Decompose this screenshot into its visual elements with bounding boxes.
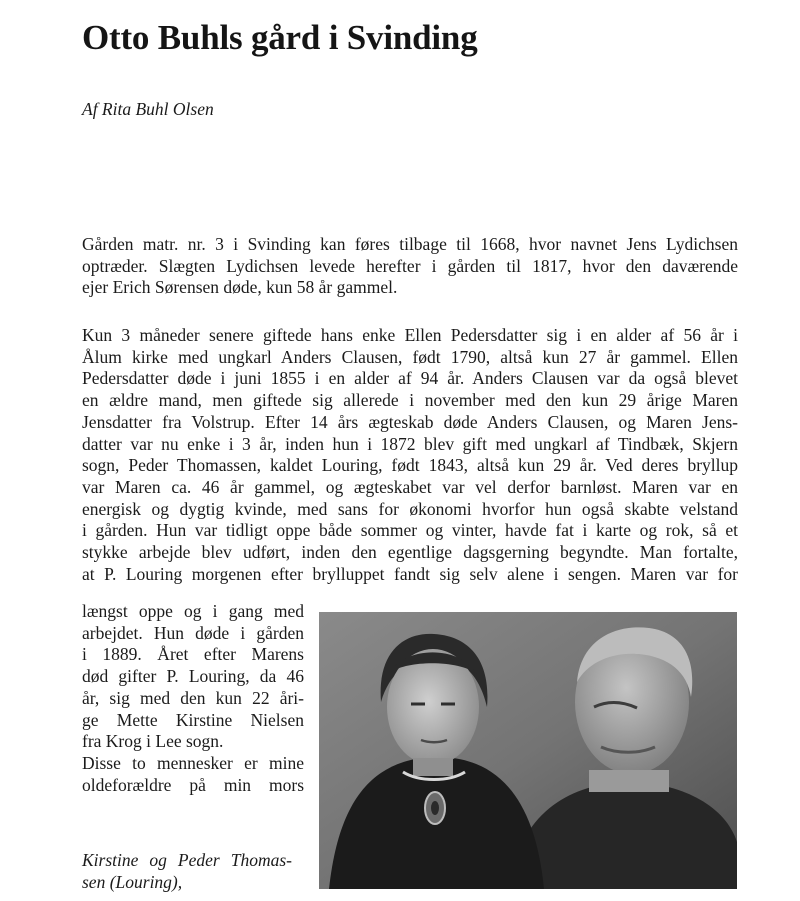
photo-caption bbox=[82, 850, 292, 893]
text-line: stykke arbejde blev udført, inden den egentlige dagsgerning begyndte. Man fortalte, bbox=[82, 542, 738, 563]
text-line: Ålum kirke med ungkarl Anders Clausen, født 1790, altså kun 27 år gammel. Ellen bbox=[82, 346, 738, 367]
text-line: at P. Louring morgenen efter brylluppet fandt sig selv alene i sengen. Maren var for bbox=[82, 563, 738, 584]
page-title: Otto Buhls gård i Svinding bbox=[82, 18, 478, 57]
text-line: ejer Erich Sørensen døde, kun 58 år gammel. bbox=[82, 277, 398, 298]
paragraph-2 bbox=[82, 325, 738, 585]
text-line: død gifter P. Louring, da 46 bbox=[82, 666, 304, 687]
text-line: i gården. Hun var tidligt oppe både sommer og vinter, havde fat i karte og rok, så et bbox=[82, 520, 738, 541]
author-byline: Af Rita Buhl Olsen bbox=[82, 99, 214, 119]
text-line: datter var nu enke i 3 år, inden hun i 1872 blev gift med ungkarl af Tindbæk, Skjern bbox=[82, 433, 738, 454]
text-line: arbejdet. Hun døde i gården bbox=[82, 622, 304, 643]
paragraph-1 bbox=[82, 234, 738, 299]
text-line: fra Krog i Lee sogn. bbox=[82, 731, 224, 752]
text-line: var Maren ca. 46 år gammel, og ægteskabet var vel derfor barnløst. Maren var en bbox=[82, 476, 738, 497]
portrait-photo bbox=[319, 612, 737, 889]
text-line: sogn, Peder Thomassen, kaldet Louring, født 1843, altså kun 29 år. Ved deres bryllup bbox=[82, 455, 738, 476]
text-line: Disse to mennesker er mine bbox=[82, 752, 304, 773]
text-line: år, sig med den kun 22 åri- bbox=[82, 687, 304, 708]
text-line: en ældre mand, men giftede sig allerede i november med den kun 29 årige Maren bbox=[82, 390, 738, 411]
text-line: energisk og dygtig kvinde, med sans for økonomi hvorfor hun også skabte velstand bbox=[82, 498, 738, 519]
text-line: i 1889. Året efter Marens bbox=[82, 644, 304, 665]
text-line: ge Mette Kirstine Nielsen bbox=[82, 709, 304, 730]
text-line: Kun 3 måneder senere giftede hans enke Ellen Pedersdatter sig i en alder af 56 år i bbox=[82, 325, 738, 345]
text-line: længst oppe og i gang med bbox=[82, 601, 304, 621]
text-line: optræder. Slægten Lydichsen levede herefter i gården til 1817, hvor den daværende bbox=[82, 255, 738, 276]
text-line: Gården matr. nr. 3 i Svinding kan føres tilbage til 1668, hvor navnet Jens Lydichsen bbox=[82, 234, 738, 254]
text-line: Pedersdatter døde i juni 1855 i en alder af 94 år. Anders Clausen var da også blevet bbox=[82, 368, 738, 389]
caption-line: sen (Louring), bbox=[82, 871, 183, 892]
caption-line: Kirstine og Peder Thomas- bbox=[82, 850, 292, 870]
text-line: oldeforældre på min mors bbox=[82, 774, 304, 795]
text-line: Jensdatter fra Volstrup. Efter 14 års ægteskab døde Anders Clausen, og Maren Jens- bbox=[82, 411, 738, 432]
wrapped-paragraph bbox=[82, 601, 304, 796]
portrait-illustration bbox=[319, 612, 737, 889]
